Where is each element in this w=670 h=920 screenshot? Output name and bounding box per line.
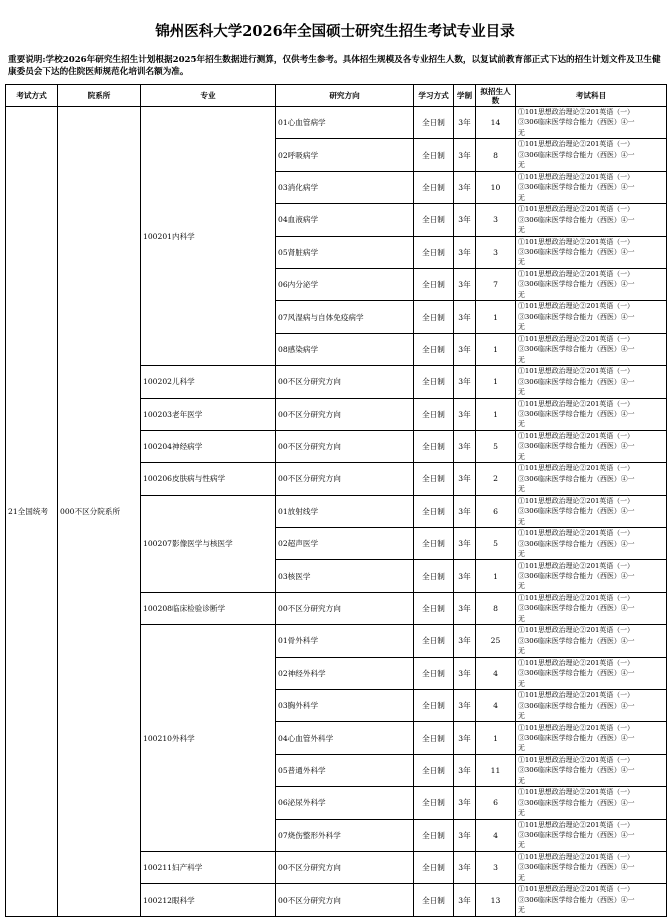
quota-cell: 1 <box>476 366 516 398</box>
subject-line: 无 <box>518 161 525 170</box>
subject-line: 无 <box>518 226 525 235</box>
direction-cell: 00不区分研究方向 <box>276 851 414 883</box>
duration-cell: 3年 <box>454 528 476 560</box>
subject-line: ①101思想政治理论②201英语（一） <box>518 561 634 570</box>
page-title: 锦州医科大学2026年全国硕士研究生招生考试专业目录 <box>155 23 515 40</box>
subject-line: ③306临床医学综合能力（西医）④一 <box>518 442 635 451</box>
subject-line: 无 <box>518 323 525 332</box>
subject-line: ①101思想政治理论②201英语（一） <box>518 140 634 149</box>
subject-line: 无 <box>518 452 525 461</box>
direction-cell: 00不区分研究方向 <box>276 884 414 916</box>
subject-line: 无 <box>518 517 525 526</box>
subjects-cell <box>516 107 667 139</box>
quota-cell: 8 <box>476 592 516 624</box>
direction-cell: 04血液病学 <box>276 204 414 236</box>
subjects-cell <box>516 528 667 560</box>
quota-cell: 2 <box>476 463 516 495</box>
subject-line: ③306临床医学综合能力（西医）④一 <box>518 150 635 159</box>
quota-cell: 1 <box>476 333 516 365</box>
important-notice: 重要说明:学校2026年研究生招生计划根据2025年招生数据进行测算，仅供考生参考。具体招生规模及各专业招生人数，以复试前教育部正式下达的招生计划文件及卫生健康委员会下达的住院医师规范化培训名额为准。 <box>8 55 661 77</box>
study-mode-cell: 全日制 <box>414 690 454 722</box>
header-major: 专业 <box>141 85 276 107</box>
duration-cell: 3年 <box>454 333 476 365</box>
subject-line: ①101思想政治理论②201英语（一） <box>518 237 634 246</box>
header-quota: 拟招生人数 <box>476 85 516 107</box>
subject-line: ①101思想政治理论②201英语（一） <box>518 626 634 635</box>
quota-cell: 6 <box>476 495 516 527</box>
subject-line: 无 <box>518 582 525 591</box>
subject-line: 无 <box>518 128 525 137</box>
subjects-cell <box>516 754 667 786</box>
study-mode-cell: 全日制 <box>414 819 454 851</box>
subject-line: ①101思想政治理论②201英语（一） <box>518 529 634 538</box>
department-cell: 000不区分院系所 <box>58 107 141 917</box>
subject-line: ③306临床医学综合能力（西医）④一 <box>518 215 635 224</box>
subject-line: 无 <box>518 290 525 299</box>
table-header-row <box>6 85 667 107</box>
subject-line: ③306临床医学综合能力（西医）④一 <box>518 539 635 548</box>
subject-line: 无 <box>518 647 525 656</box>
subject-line: ①101思想政治理论②201英语（一） <box>518 399 634 408</box>
subject-line: ③306临床医学综合能力（西医）④一 <box>518 312 635 321</box>
exam-method-cell: 21全国统考 <box>6 107 58 917</box>
header-study-mode: 学习方式 <box>414 85 454 107</box>
header-direction: 研究方向 <box>276 85 414 107</box>
subject-line: ①101思想政治理论②201英语（一） <box>518 205 634 214</box>
quota-cell: 8 <box>476 139 516 171</box>
direction-cell: 07风湿病与自体免疫病学 <box>276 301 414 333</box>
subjects-cell <box>516 366 667 398</box>
duration-cell: 3年 <box>454 171 476 203</box>
direction-cell: 02神经外科学 <box>276 657 414 689</box>
study-mode-cell: 全日制 <box>414 430 454 462</box>
header-duration: 学制 <box>454 85 476 107</box>
direction-cell: 02呼吸病学 <box>276 139 414 171</box>
direction-cell: 00不区分研究方向 <box>276 430 414 462</box>
subject-line: ①101思想政治理论②201英语（一） <box>518 496 634 505</box>
subject-line: ①101思想政治理论②201英语（一） <box>518 367 634 376</box>
major-cell: 100204神经病学 <box>141 430 276 462</box>
major-cell: 100208临床检验诊断学 <box>141 592 276 624</box>
direction-cell: 05肾脏病学 <box>276 236 414 268</box>
subject-line: ③306临床医学综合能力（西医）④一 <box>518 118 635 127</box>
direction-cell: 02超声医学 <box>276 528 414 560</box>
subject-line: ①101思想政治理论②201英语（一） <box>518 334 634 343</box>
subject-line: ①101思想政治理论②201英语（一） <box>518 302 634 311</box>
quota-cell: 4 <box>476 690 516 722</box>
quota-cell: 1 <box>476 398 516 430</box>
subject-line: ③306临床医学综合能力（西医）④一 <box>518 377 635 386</box>
study-mode-cell: 全日制 <box>414 236 454 268</box>
duration-cell: 3年 <box>454 301 476 333</box>
study-mode-cell: 全日制 <box>414 107 454 139</box>
quota-cell: 5 <box>476 528 516 560</box>
subject-line: ③306临床医学综合能力（西医）④一 <box>518 571 635 580</box>
direction-cell: 01放射线学 <box>276 495 414 527</box>
study-mode-cell: 全日制 <box>414 268 454 300</box>
direction-cell: 03核医学 <box>276 560 414 592</box>
direction-cell: 00不区分研究方向 <box>276 398 414 430</box>
subject-line: 无 <box>518 841 525 850</box>
subject-line: 无 <box>518 809 525 818</box>
subject-line: 无 <box>518 193 525 202</box>
subject-line: ③306临床医学综合能力（西医）④一 <box>518 345 635 354</box>
duration-cell: 3年 <box>454 690 476 722</box>
direction-cell: 03消化病学 <box>276 171 414 203</box>
quota-cell: 1 <box>476 722 516 754</box>
study-mode-cell: 全日制 <box>414 657 454 689</box>
direction-cell: 00不区分研究方向 <box>276 463 414 495</box>
subjects-cell <box>516 625 667 657</box>
direction-cell: 06泌尿外科学 <box>276 787 414 819</box>
header-department: 院系所 <box>58 85 141 107</box>
subjects-cell <box>516 690 667 722</box>
study-mode-cell: 全日制 <box>414 366 454 398</box>
subjects-cell <box>516 819 667 851</box>
study-mode-cell: 全日制 <box>414 560 454 592</box>
quota-cell: 1 <box>476 301 516 333</box>
subject-line: ①101思想政治理论②201英语（一） <box>518 431 634 440</box>
header-subjects: 考试科目 <box>516 85 667 107</box>
duration-cell: 3年 <box>454 560 476 592</box>
duration-cell: 3年 <box>454 236 476 268</box>
subject-line: ①101思想政治理论②201英语（一） <box>518 723 634 732</box>
duration-cell: 3年 <box>454 204 476 236</box>
table-body <box>6 107 667 917</box>
subjects-cell <box>516 398 667 430</box>
subjects-cell <box>516 430 667 462</box>
major-cell: 100211妇产科学 <box>141 851 276 883</box>
subject-line: ③306临床医学综合能力（西医）④一 <box>518 831 635 840</box>
subject-line: ③306临床医学综合能力（西医）④一 <box>518 604 635 613</box>
study-mode-cell: 全日制 <box>414 204 454 236</box>
quota-cell: 6 <box>476 787 516 819</box>
quota-cell: 7 <box>476 268 516 300</box>
quota-cell: 1 <box>476 560 516 592</box>
direction-cell: 00不区分研究方向 <box>276 366 414 398</box>
subject-line: 无 <box>518 420 525 429</box>
subjects-cell <box>516 884 667 916</box>
subject-line: 无 <box>518 873 525 882</box>
subject-line: ③306临床医学综合能力（西医）④一 <box>518 636 635 645</box>
study-mode-cell: 全日制 <box>414 722 454 754</box>
study-mode-cell: 全日制 <box>414 463 454 495</box>
duration-cell: 3年 <box>454 107 476 139</box>
subject-line: ③306临床医学综合能力（西医）④一 <box>518 410 635 418</box>
direction-cell: 01骨外科学 <box>276 625 414 657</box>
subjects-cell <box>516 333 667 365</box>
subject-line: ①101思想政治理论②201英语（一） <box>518 885 634 894</box>
quota-cell: 13 <box>476 884 516 916</box>
duration-cell: 3年 <box>454 819 476 851</box>
subject-line: ①101思想政治理论②201英语（一） <box>518 691 634 700</box>
subject-line: ①101思想政治理论②201英语（一） <box>518 853 634 862</box>
direction-cell: 06内分泌学 <box>276 268 414 300</box>
study-mode-cell: 全日制 <box>414 139 454 171</box>
subject-line: ③306临床医学综合能力（西医）④一 <box>518 701 635 710</box>
subjects-cell <box>516 560 667 592</box>
major-cell: 100210外科学 <box>141 625 276 852</box>
quota-cell: 3 <box>476 236 516 268</box>
direction-cell: 08感染病学 <box>276 333 414 365</box>
study-mode-cell: 全日制 <box>414 171 454 203</box>
subject-line: 无 <box>518 258 525 267</box>
catalog-table <box>5 84 667 917</box>
subject-line: 无 <box>518 355 525 364</box>
subject-line: ③306临床医学综合能力（西医）④一 <box>518 798 635 807</box>
direction-cell: 05普通外科学 <box>276 754 414 786</box>
table-row <box>6 107 667 139</box>
quota-cell: 4 <box>476 819 516 851</box>
study-mode-cell: 全日制 <box>414 754 454 786</box>
subject-line: ③306临床医学综合能力（西医）④一 <box>518 895 635 904</box>
direction-cell: 03胸外科学 <box>276 690 414 722</box>
subject-line: ③306临床医学综合能力（西医）④一 <box>518 248 635 257</box>
major-cell: 100207影像医学与核医学 <box>141 495 276 592</box>
subject-line: ③306临床医学综合能力（西医）④一 <box>518 280 635 289</box>
major-cell: 100202儿科学 <box>141 366 276 398</box>
subject-line: ①101思想政治理论②201英语（一） <box>518 658 634 667</box>
subject-line: ③306临床医学综合能力（西医）④一 <box>518 183 635 192</box>
study-mode-cell: 全日制 <box>414 495 454 527</box>
duration-cell: 3年 <box>454 754 476 786</box>
subject-line: 无 <box>518 549 525 558</box>
direction-cell: 04心血管外科学 <box>276 722 414 754</box>
study-mode-cell: 全日制 <box>414 884 454 916</box>
subjects-cell <box>516 301 667 333</box>
subject-line: 无 <box>518 744 525 753</box>
subjects-cell <box>516 657 667 689</box>
major-cell: 100206皮肤病与性病学 <box>141 463 276 495</box>
subject-line: ③306临床医学综合能力（西医）④一 <box>518 669 635 678</box>
header-exam-method: 考试方式 <box>6 85 58 107</box>
quota-cell: 11 <box>476 754 516 786</box>
study-mode-cell: 全日制 <box>414 333 454 365</box>
study-mode-cell: 全日制 <box>414 398 454 430</box>
major-cell: 100212眼科学 <box>141 884 276 916</box>
subjects-cell <box>516 787 667 819</box>
subject-line: ③306临床医学综合能力（西医）④一 <box>518 474 635 483</box>
subject-line: ③306临床医学综合能力（西医）④一 <box>518 733 635 742</box>
subject-line: ①101思想政治理论②201英语（一） <box>518 172 634 181</box>
subjects-cell <box>516 204 667 236</box>
duration-cell: 3年 <box>454 139 476 171</box>
quota-cell: 10 <box>476 171 516 203</box>
direction-cell: 01心血管病学 <box>276 107 414 139</box>
subjects-cell <box>516 722 667 754</box>
subject-line: 无 <box>518 614 525 623</box>
direction-cell: 00不区分研究方向 <box>276 592 414 624</box>
major-cell: 100203老年医学 <box>141 398 276 430</box>
subjects-cell <box>516 139 667 171</box>
duration-cell: 3年 <box>454 366 476 398</box>
duration-cell: 3年 <box>454 398 476 430</box>
quota-cell: 3 <box>476 851 516 883</box>
subjects-cell <box>516 236 667 268</box>
study-mode-cell: 全日制 <box>414 301 454 333</box>
duration-cell: 3年 <box>454 625 476 657</box>
subject-line: 无 <box>518 679 525 688</box>
subject-line: 无 <box>518 906 525 915</box>
quota-cell: 3 <box>476 204 516 236</box>
duration-cell: 3年 <box>454 268 476 300</box>
quota-cell: 5 <box>476 430 516 462</box>
major-cell: 100201内科学 <box>141 107 276 366</box>
subject-line: ①101思想政治理论②201英语（一） <box>518 464 634 473</box>
study-mode-cell: 全日制 <box>414 528 454 560</box>
subject-line: ①101思想政治理论②201英语（一） <box>518 788 634 797</box>
study-mode-cell: 全日制 <box>414 592 454 624</box>
subject-line: ③306临床医学综合能力（西医）④一 <box>518 766 635 775</box>
duration-cell: 3年 <box>454 592 476 624</box>
study-mode-cell: 全日制 <box>414 625 454 657</box>
subject-line: ①101思想政治理论②201英语（一） <box>518 755 634 764</box>
subject-line: ①101思想政治理论②201英语（一） <box>518 820 634 829</box>
subjects-cell <box>516 268 667 300</box>
duration-cell: 3年 <box>454 657 476 689</box>
subject-line: ③306临床医学综合能力（西医）④一 <box>518 863 635 872</box>
subject-line: ①101思想政治理论②201英语（一） <box>518 270 634 279</box>
subjects-cell <box>516 851 667 883</box>
quota-cell: 25 <box>476 625 516 657</box>
direction-cell: 07烧伤整形外科学 <box>276 819 414 851</box>
study-mode-cell: 全日制 <box>414 787 454 819</box>
subject-line: 无 <box>518 776 525 785</box>
subjects-cell <box>516 463 667 495</box>
duration-cell: 3年 <box>454 430 476 462</box>
quota-cell: 4 <box>476 657 516 689</box>
subjects-cell <box>516 495 667 527</box>
duration-cell: 3年 <box>454 463 476 495</box>
subject-line: ①101思想政治理论②201英语（一） <box>518 108 634 117</box>
duration-cell: 3年 <box>454 884 476 916</box>
subject-line: 无 <box>518 388 525 397</box>
study-mode-cell: 全日制 <box>414 851 454 883</box>
subject-line: 无 <box>518 485 525 494</box>
subjects-cell <box>516 171 667 203</box>
subject-line: ①101思想政治理论②201英语（一） <box>518 593 634 602</box>
duration-cell: 3年 <box>454 851 476 883</box>
duration-cell: 3年 <box>454 495 476 527</box>
subject-line: 无 <box>518 711 525 720</box>
quota-cell: 14 <box>476 107 516 139</box>
subject-line: ③306临床医学综合能力（西医）④一 <box>518 507 635 516</box>
duration-cell: 3年 <box>454 787 476 819</box>
duration-cell: 3年 <box>454 722 476 754</box>
subjects-cell <box>516 592 667 624</box>
